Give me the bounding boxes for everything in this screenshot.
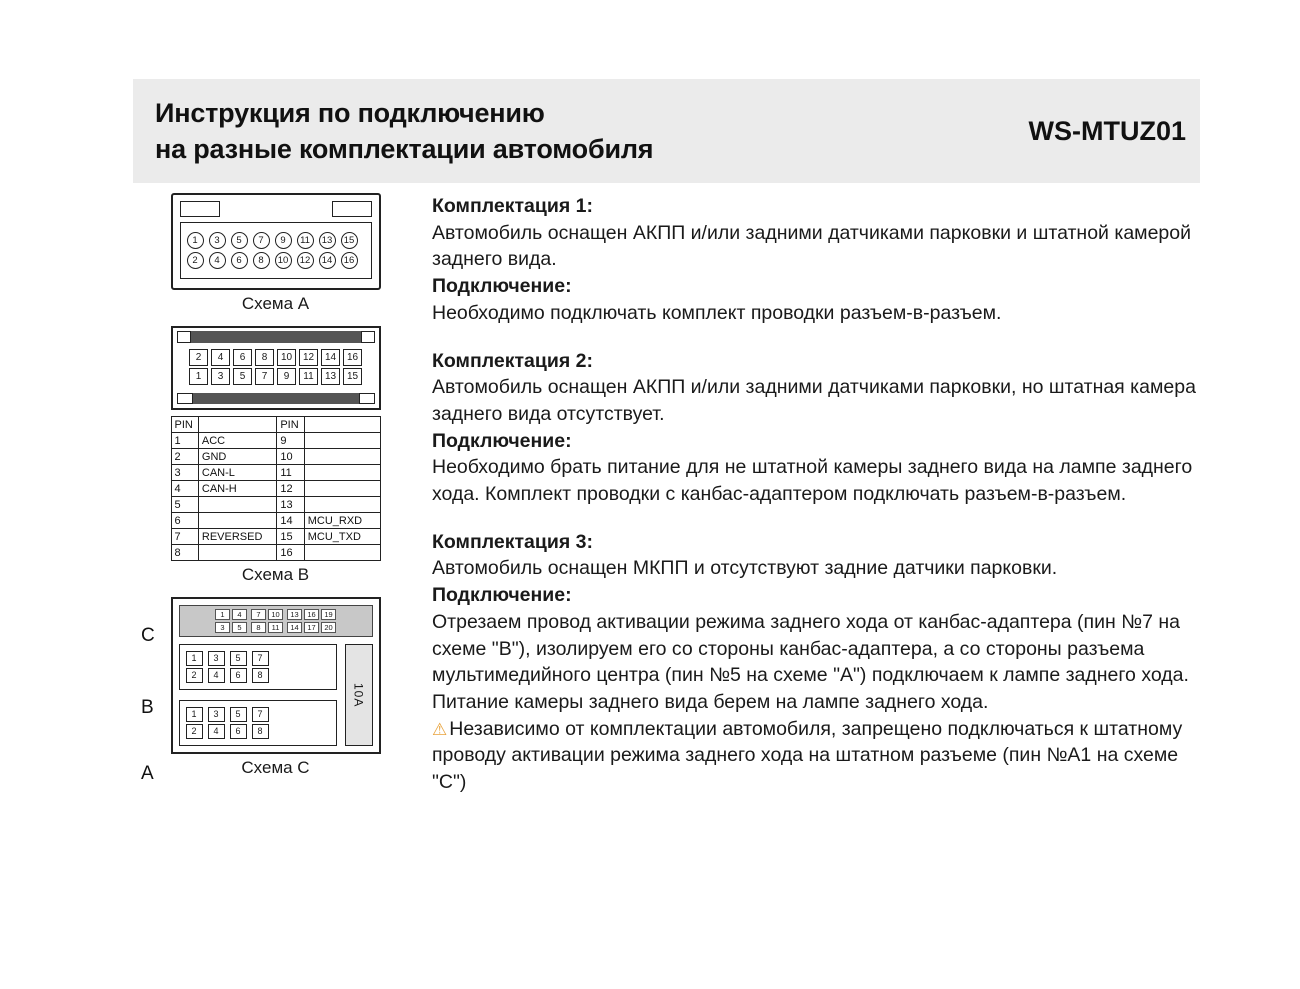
- cell: CAN-H: [198, 481, 276, 497]
- cell: 15: [277, 529, 304, 545]
- pin: 3: [209, 232, 226, 249]
- scheme-c-b-bottom: [186, 668, 330, 683]
- pin: 16: [304, 609, 319, 620]
- cell: 1: [171, 433, 198, 449]
- scheme-c-label-a: A: [141, 763, 154, 784]
- scheme-a-pin-area: [180, 222, 372, 279]
- pin: 10: [268, 609, 283, 620]
- config-1-connection-title: Подключение:: [432, 275, 572, 298]
- pin: 16: [343, 349, 362, 366]
- config-2-connection-text: Необходимо брать питание для не штатной камеры заднего вида на лампе заднего хода. Комплект проводки с канбас-адаптером подключать разъем-в-разъем.: [432, 456, 1193, 506]
- table-row: [171, 513, 380, 529]
- pin: 11: [268, 622, 283, 633]
- scheme-a-tab-left: [180, 201, 220, 217]
- cell: 12: [277, 481, 304, 497]
- scheme-c-a-top: [186, 707, 330, 722]
- cell: [304, 465, 380, 481]
- scheme-c-g1-top: [215, 609, 247, 620]
- pin: 1: [189, 368, 208, 385]
- scheme-c-wrapper: [133, 597, 418, 784]
- cell: 16: [277, 545, 304, 561]
- product-code: WS-MTUZ01: [1028, 115, 1186, 146]
- table-row: [171, 465, 380, 481]
- config-3-connection-text: Отрезаем провод активации режима заднего хода от канбас-адаптера (пин №7 на схеме "B"), изолируем его со стороны канбас-адаптера, а со стороны разъема мультимедийного центра (пин №5 на схеме "A") подключаем к лампе заднего хода. Питание камеры заднего вида берем на лампе заднего хода.: [432, 610, 1189, 713]
- pin: 9: [275, 232, 292, 249]
- cell: [304, 545, 380, 561]
- scheme-c-caption: Схема C: [241, 758, 310, 777]
- pin: 1: [186, 651, 203, 666]
- pin: 16: [341, 252, 358, 269]
- pin: 8: [252, 668, 269, 683]
- scheme-a-connector: [171, 193, 381, 290]
- cell: 4: [171, 481, 198, 497]
- col-name-right: [304, 417, 380, 433]
- table-row: [171, 529, 380, 545]
- cell: [198, 513, 276, 529]
- cell: 7: [171, 529, 198, 545]
- scheme-b-pin-area: [173, 343, 379, 391]
- pin: 3: [208, 707, 225, 722]
- pin: 15: [341, 232, 358, 249]
- scheme-a-caption: Схема A: [241, 294, 310, 313]
- scheme-b-bottom-clip-left: [177, 393, 193, 404]
- pin: 4: [208, 724, 225, 739]
- pin: 11: [299, 368, 318, 385]
- scheme-c-block-a: [179, 700, 337, 746]
- config-2-title: Комплектация 2:: [432, 349, 593, 372]
- table-header-row: [171, 417, 380, 433]
- config-1-connection-text: Необходимо подключать комплект проводки разъем-в-разъем.: [432, 301, 1002, 324]
- config-1-text: Автомобиль оснащен АКПП и/или задними датчиками парковки и штатной камерой заднего вида.: [432, 221, 1191, 271]
- pin: 2: [189, 349, 208, 366]
- pin: 12: [299, 349, 318, 366]
- pin: 14: [321, 349, 340, 366]
- pin: 19: [321, 609, 336, 620]
- pin: 1: [186, 707, 203, 722]
- pin: 5: [232, 622, 247, 633]
- cell: 3: [171, 465, 198, 481]
- pin: 13: [321, 368, 340, 385]
- cell: [198, 545, 276, 561]
- pin: 8: [255, 349, 274, 366]
- scheme-c-lower: [179, 644, 373, 746]
- pin: 7: [255, 368, 274, 385]
- page-title-line-1: Инструкция по подключению: [155, 97, 545, 128]
- col-pin-right: PIN: [277, 417, 304, 433]
- pin: 6: [231, 252, 248, 269]
- pin: 7: [252, 651, 269, 666]
- cell: 8: [171, 545, 198, 561]
- pin: 1: [187, 232, 204, 249]
- instructions-column: [432, 193, 1200, 817]
- config-block-2: [432, 348, 1200, 508]
- cell: CAN-L: [198, 465, 276, 481]
- pin: 8: [253, 252, 270, 269]
- scheme-c-block-b: [179, 644, 337, 690]
- config-block-1: [432, 193, 1200, 327]
- scheme-c-group-3: [287, 609, 336, 633]
- pin: 1: [215, 609, 230, 620]
- pin: 2: [186, 668, 203, 683]
- cell: 2: [171, 449, 198, 465]
- config-1-title: Комплектация 1:: [432, 195, 593, 217]
- pin: 7: [251, 609, 266, 620]
- pin: 14: [319, 252, 336, 269]
- scheme-c-a-bottom: [186, 724, 330, 739]
- cell: 5: [171, 497, 198, 513]
- pin: 7: [252, 707, 269, 722]
- scheme-a-tab-right: [332, 201, 372, 217]
- scheme-c-g1-bottom: [215, 622, 247, 633]
- config-3-connection-title: Подключение:: [432, 584, 572, 607]
- scheme-c-block-c: [179, 605, 373, 637]
- cell: MCU_TXD: [304, 529, 380, 545]
- scheme-b-row-bottom: [179, 368, 373, 385]
- cell: [304, 449, 380, 465]
- scheme-b-caption: Схема B: [241, 565, 310, 584]
- pin: 5: [233, 368, 252, 385]
- pin: 5: [231, 232, 248, 249]
- config-3-title: Комплектация 3:: [432, 530, 593, 553]
- pin: 6: [230, 668, 247, 683]
- pin: 17: [304, 622, 319, 633]
- pin: 3: [208, 651, 225, 666]
- fuse-label: 10A: [345, 644, 373, 746]
- pin: 6: [233, 349, 252, 366]
- page-title-line-2: на разные комплектации автомобиля: [155, 134, 654, 164]
- pin: 10: [277, 349, 296, 366]
- scheme-c-g2-top: [251, 609, 283, 620]
- pin: 2: [187, 252, 204, 269]
- warning-text: Независимо от комплектации автомобиля, запрещено подключаться к штатному проводу активации режима заднего хода на штатном разъеме (пин №A1 на схеме "C"): [432, 717, 1183, 794]
- scheme-a-row-top: [187, 232, 365, 249]
- pin: 8: [252, 724, 269, 739]
- pin: 9: [277, 368, 296, 385]
- pin: 12: [297, 252, 314, 269]
- pin: 7: [253, 232, 270, 249]
- config-block-3: [432, 529, 1200, 796]
- pin: 14: [287, 622, 302, 633]
- table-row: [171, 433, 380, 449]
- col-pin-left: PIN: [171, 417, 198, 433]
- pin: 4: [208, 668, 225, 683]
- cell: GND: [198, 449, 276, 465]
- scheme-b-bottom-bar: [177, 393, 375, 404]
- pin: 6: [230, 724, 247, 739]
- diagrams-column: [133, 193, 418, 790]
- pin: 3: [215, 622, 230, 633]
- pin: 4: [211, 349, 230, 366]
- cell: [304, 497, 380, 513]
- scheme-c-b-top: [186, 651, 330, 666]
- pin: 10: [275, 252, 292, 269]
- warning-icon: ⚠: [432, 719, 448, 739]
- cell: REVERSED: [198, 529, 276, 545]
- cell: 13: [277, 497, 304, 513]
- page-title: [155, 95, 653, 168]
- warning-paragraph: [432, 716, 1200, 796]
- cell: 9: [277, 433, 304, 449]
- cell: [198, 497, 276, 513]
- pin: 13: [319, 232, 336, 249]
- scheme-b-top-clip-right: [361, 331, 375, 343]
- col-name-left: [198, 417, 276, 433]
- scheme-b-row-top: [179, 349, 373, 366]
- config-3-text: Автомобиль оснащен МКПП и отсутствуют задние датчики парковки.: [432, 557, 1058, 580]
- pin: 11: [297, 232, 314, 249]
- config-2-text: Автомобиль оснащен АКПП и/или задними датчиками парковки, но штатная камера заднего вида отсутствует.: [432, 376, 1196, 425]
- scheme-c-g2-bottom: [251, 622, 283, 633]
- scheme-b-bottom-clip-right: [359, 393, 375, 404]
- pin: 5: [230, 651, 247, 666]
- scheme-c-g3-top: [287, 609, 336, 620]
- cell: 14: [277, 513, 304, 529]
- scheme-b-top-bar: [177, 331, 375, 343]
- pin: 15: [343, 368, 362, 385]
- cell: ACC: [198, 433, 276, 449]
- document-header: [133, 79, 1200, 183]
- scheme-c-label-b: B: [141, 697, 154, 718]
- scheme-c-g3-bottom: [287, 622, 336, 633]
- pin: 13: [287, 609, 302, 620]
- scheme-c-label-c: C: [141, 625, 155, 646]
- cell: [304, 433, 380, 449]
- pin: 8: [251, 622, 266, 633]
- scheme-c-group-2: [251, 609, 283, 633]
- scheme-c-group-1: [215, 609, 247, 633]
- pinout-table: [171, 416, 381, 561]
- scheme-a-tabs: [180, 201, 372, 217]
- pin: 3: [211, 368, 230, 385]
- pin: 2: [186, 724, 203, 739]
- cell: [304, 481, 380, 497]
- table-row: [171, 545, 380, 561]
- cell: MCU_RXD: [304, 513, 380, 529]
- scheme-b-top-clip-left: [177, 331, 191, 343]
- cell: 10: [277, 449, 304, 465]
- table-row: [171, 497, 380, 513]
- scheme-c-row-labels: [139, 597, 163, 812]
- pin: 5: [230, 707, 247, 722]
- table-row: [171, 481, 380, 497]
- scheme-a-row-bottom: [187, 252, 365, 269]
- scheme-b-connector: [171, 326, 381, 410]
- table-row: [171, 449, 380, 465]
- pin: 20: [321, 622, 336, 633]
- scheme-c-connector: [171, 597, 381, 754]
- pin: 4: [209, 252, 226, 269]
- pin: 4: [232, 609, 247, 620]
- cell: 6: [171, 513, 198, 529]
- cell: 11: [277, 465, 304, 481]
- config-2-connection-title: Подключение:: [432, 429, 572, 452]
